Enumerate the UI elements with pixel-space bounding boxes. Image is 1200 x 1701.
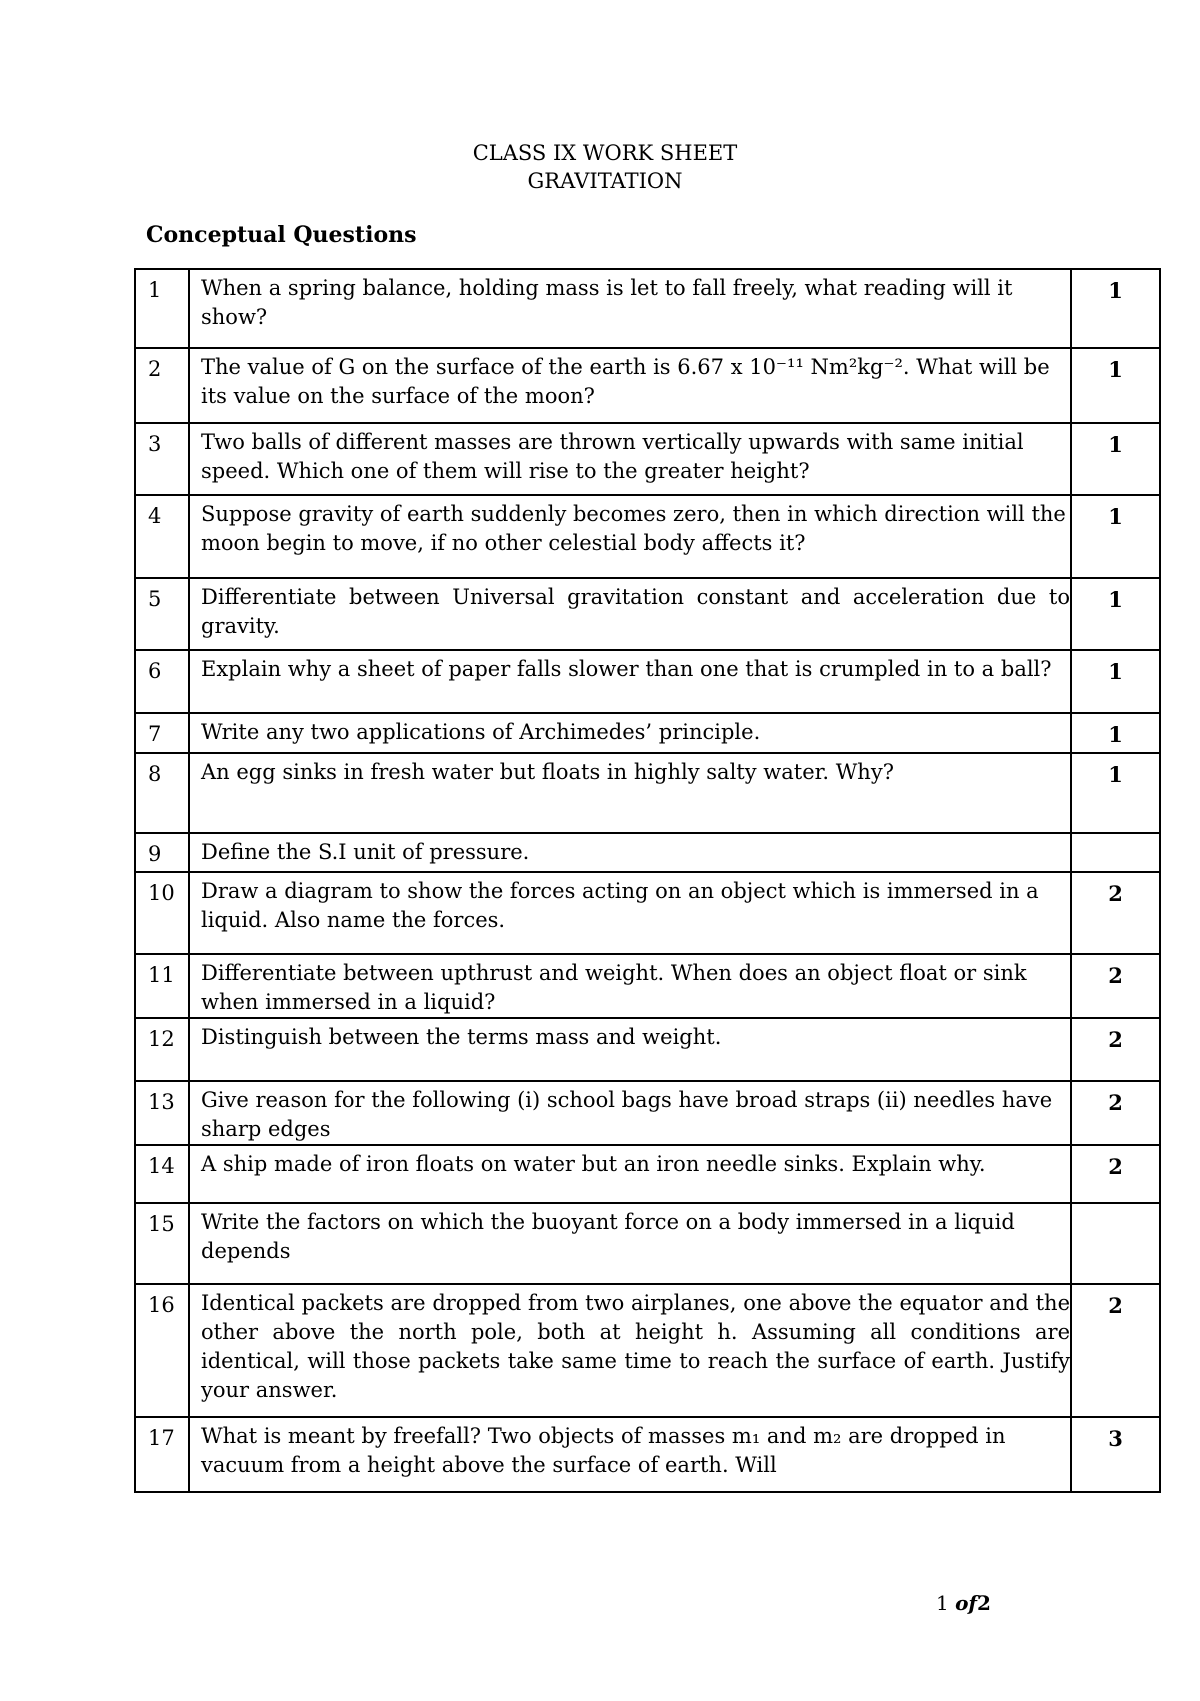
question-text: Differentiate between upthrust and weight. When does an object float or sink when immersed in a liquid? [189,954,1071,1018]
question-number: 10 [135,872,189,954]
question-row [135,269,1160,348]
question-number: 4 [135,495,189,578]
question-row [135,650,1160,713]
question-text: Explain why a sheet of paper falls slower than one that is crumpled in to a ball? [189,650,1071,713]
question-marks: 2 [1071,1145,1160,1203]
question-row [135,1203,1160,1284]
page-footer [936,1591,991,1615]
page-number: 1 [936,1591,949,1615]
question-marks: 1 [1071,348,1160,423]
question-number: 16 [135,1284,189,1417]
question-marks: 1 [1071,495,1160,578]
question-row [135,1081,1160,1145]
question-text: A ship made of iron floats on water but an iron needle sinks. Explain why. [189,1145,1071,1203]
question-text: When a spring balance, holding mass is let to fall freely, what reading will it show? [189,269,1071,348]
question-marks: 2 [1071,1081,1160,1145]
question-number: 8 [135,753,189,833]
question-text: Differentiate between Universal gravitation constant and acceleration due to gravity. [189,578,1071,650]
question-marks: 1 [1071,578,1160,650]
question-marks: 1 [1071,753,1160,833]
question-text: An egg sinks in fresh water but floats in highly salty water. Why? [189,753,1071,833]
question-text: What is meant by freefall? Two objects of masses m₁ and m₂ are dropped in vacuum from a height above the surface of earth. Will [189,1417,1071,1492]
question-text: Identical packets are dropped from two airplanes, one above the equator and the other above the north pole, both at height h. Assuming all conditions are identical, will those packets take same time to reach the surface of earth. Justify your answer. [189,1284,1071,1417]
question-marks: 1 [1071,269,1160,348]
question-number: 13 [135,1081,189,1145]
question-row [135,1145,1160,1203]
question-marks: 1 [1071,423,1160,495]
question-text: Give reason for the following (i) school bags have broad straps (ii) needles have sharp edges [189,1081,1071,1145]
question-number: 6 [135,650,189,713]
question-marks [1071,1203,1160,1284]
question-text: Draw a diagram to show the forces acting on an object which is immersed in a liquid. Also name the forces. [189,872,1071,954]
question-row [135,1018,1160,1081]
question-text: Suppose gravity of earth suddenly becomes zero, then in which direction will the moon begin to move, if no other celestial body affects it? [189,495,1071,578]
question-marks: 2 [1071,1018,1160,1081]
question-row [135,1284,1160,1417]
question-row [135,423,1160,495]
questions-table [134,268,1161,1493]
question-number: 9 [135,833,189,872]
worksheet-title: CLASS IX WORK SHEET [472,141,738,165]
worksheet-subtitle: GRAVITATION [527,169,683,193]
question-number: 15 [135,1203,189,1284]
question-text: Write the factors on which the buoyant force on a body immersed in a liquid depends [189,1203,1071,1284]
page-total: 2 [977,1591,991,1615]
question-number: 12 [135,1018,189,1081]
question-number: 14 [135,1145,189,1203]
question-number: 2 [135,348,189,423]
question-marks: 2 [1071,954,1160,1018]
page-of: of [955,1591,978,1615]
question-row [135,1417,1160,1492]
question-marks: 1 [1071,713,1160,753]
question-number: 7 [135,713,189,753]
question-number: 17 [135,1417,189,1492]
question-text: Write any two applications of Archimedes’ principle. [189,713,1071,753]
question-row [135,872,1160,954]
question-text: Distinguish between the terms mass and weight. [189,1018,1071,1081]
question-row [135,495,1160,578]
question-row [135,348,1160,423]
question-text: Define the S.I unit of pressure. [189,833,1071,872]
question-row [135,833,1160,872]
question-marks: 2 [1071,1284,1160,1417]
question-number: 3 [135,423,189,495]
question-marks: 2 [1071,872,1160,954]
question-row [135,578,1160,650]
question-number: 1 [135,269,189,348]
question-row [135,954,1160,1018]
question-marks: 3 [1071,1417,1160,1492]
question-number: 11 [135,954,189,1018]
question-text: The value of G on the surface of the earth is 6.67 x 10⁻¹¹ Nm²kg⁻². What will be its value on the surface of the moon? [189,348,1071,423]
question-number: 5 [135,578,189,650]
question-marks: 1 [1071,650,1160,713]
question-row [135,753,1160,833]
question-marks [1071,833,1160,872]
question-text: Two balls of different masses are thrown vertically upwards with same initial speed. Which one of them will rise to the greater height? [189,423,1071,495]
section-heading: Conceptual Questions [146,222,417,248]
question-row [135,713,1160,753]
